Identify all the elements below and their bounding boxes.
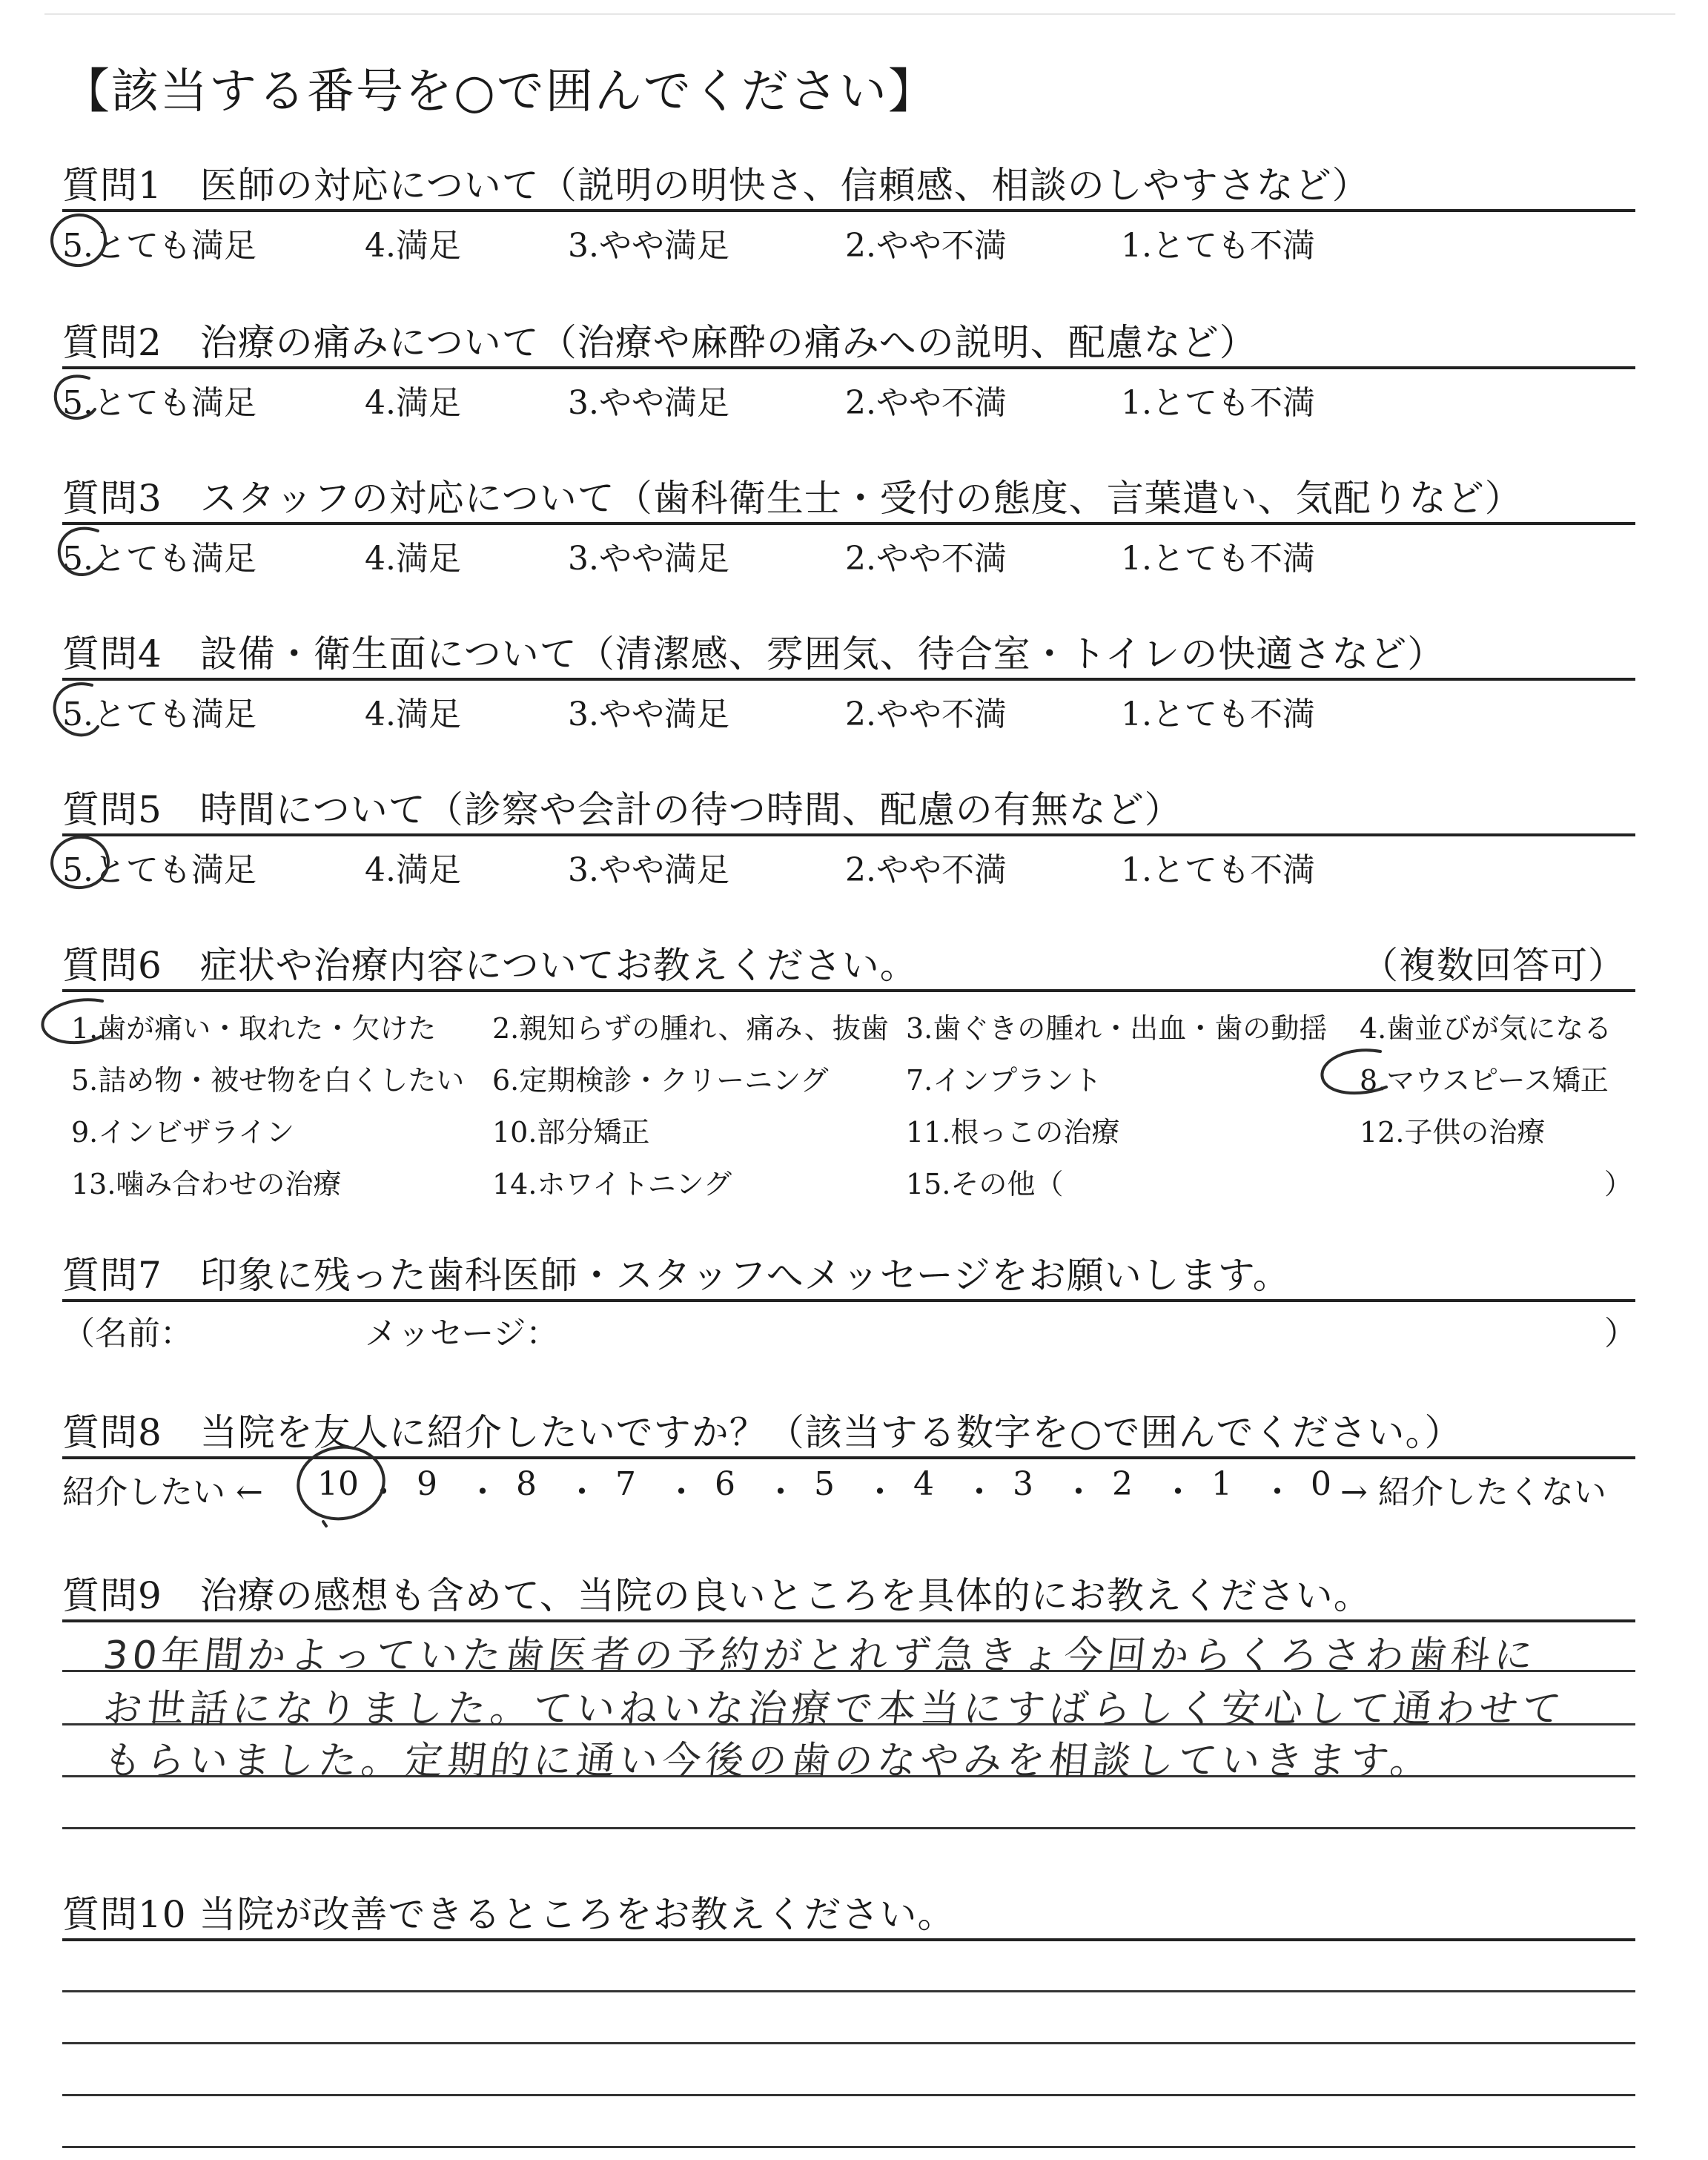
- scale-separator: ・: [566, 1473, 598, 1511]
- q8-circle-tick: [323, 1522, 326, 1526]
- q4-option-3[interactable]: 3.やや満足: [568, 696, 729, 733]
- q5-title: 質問5 時間について（診察や会計の待つ時間、配慮の有無など）: [62, 788, 1182, 831]
- q6-option-10[interactable]: 10.部分矯正: [492, 1116, 650, 1149]
- scale-value-5[interactable]: 5: [814, 1465, 835, 1503]
- q10-rule-4: [62, 2146, 1635, 2148]
- q6-option-8[interactable]: 8.マウスピース矯正: [1360, 1064, 1609, 1097]
- q6-option-2[interactable]: 2.親知らずの腫れ、痛み、抜歯: [492, 1012, 889, 1045]
- q6-rule: [62, 989, 1635, 992]
- q10-rule-0: [62, 1938, 1635, 1941]
- q10-title: 質問10 当院が改善できるところをお教えください。: [62, 1893, 956, 1936]
- scale-separator: ・: [1062, 1473, 1095, 1511]
- q4-option-5[interactable]: 5.とても満足: [62, 696, 256, 733]
- q2-option-1[interactable]: 1.とても不満: [1121, 384, 1315, 422]
- scale-separator: ・: [1261, 1473, 1294, 1511]
- q9-title: 質問9 治療の感想も含めて、当院の良いところを具体的にお教えください。: [62, 1574, 1371, 1617]
- q7-message-label: メッセージ：: [365, 1315, 559, 1353]
- scale-value-4[interactable]: 4: [913, 1465, 934, 1503]
- q10-rule-1: [62, 1990, 1635, 1992]
- q2-option-4[interactable]: 4.満足: [365, 384, 461, 422]
- q8-left-label: 紹介したい ←: [62, 1473, 263, 1511]
- q3-option-4[interactable]: 4.満足: [365, 540, 461, 578]
- q6-other-close-paren: ）: [1604, 1168, 1633, 1200]
- q6-option-6[interactable]: 6.定期検診・クリーニング: [492, 1064, 829, 1097]
- scale-value-9[interactable]: 9: [417, 1465, 437, 1503]
- q6-option-9[interactable]: 9.インビザライン: [71, 1116, 295, 1149]
- q8-right-label: → 紹介したくない: [1340, 1473, 1606, 1511]
- q7-title: 質問7 印象に残った歯科医師・スタッフへメッセージをお願いします。: [62, 1254, 1291, 1297]
- scale-value-8[interactable]: 8: [516, 1465, 537, 1503]
- q9-answer-line-3: もらいました。定期的に通い今後の歯のなやみを相談していきます。: [101, 1739, 1436, 1783]
- scale-separator: ・: [963, 1473, 996, 1511]
- q2-option-5[interactable]: 5.とても満足: [62, 384, 256, 422]
- q7-rule: [62, 1299, 1635, 1302]
- q6-option-7[interactable]: 7.インプラント: [906, 1064, 1102, 1097]
- q5-option-4[interactable]: 4.満足: [365, 851, 461, 889]
- q6-title: 質問6 症状や治療内容についてお教えください。: [62, 944, 918, 987]
- scale-value-10[interactable]: 10: [317, 1465, 359, 1503]
- q9-rule-0: [62, 1619, 1635, 1622]
- q6-multi-note: （複数回答可）: [1361, 944, 1626, 987]
- q6-option-5[interactable]: 5.詰め物・被せ物を白くしたい: [71, 1064, 465, 1097]
- q2-rule: [62, 366, 1635, 369]
- scan-edge-line: [44, 13, 1675, 15]
- scale-separator: ・: [466, 1473, 499, 1511]
- q9-answer-line-2: お世話になりました。ていねいな治療で本当にすばらしく安心して通わせて: [101, 1687, 1568, 1731]
- q2-option-2[interactable]: 2.やや不満: [845, 384, 1007, 422]
- q3-option-2[interactable]: 2.やや不満: [845, 540, 1007, 578]
- q6-option-14[interactable]: 14.ホワイトニング: [492, 1168, 732, 1200]
- q6-option-13[interactable]: 13.噛み合わせの治療: [71, 1168, 342, 1200]
- q6-option-4[interactable]: 4.歯並びが気になる: [1360, 1012, 1612, 1045]
- scale-value-3[interactable]: 3: [1013, 1465, 1033, 1503]
- q3-option-3[interactable]: 3.やや満足: [568, 540, 729, 578]
- scale-separator: ・: [864, 1473, 896, 1511]
- q9-answer-line-1: 30年間かよっていた歯医者の予約がとれず急きょ今回からくろさわ歯科に: [101, 1634, 1540, 1678]
- q6-option-3[interactable]: 3.歯ぐきの腫れ・出血・歯の動揺: [906, 1012, 1328, 1045]
- scale-value-0[interactable]: 0: [1311, 1465, 1331, 1503]
- q7-close-paren: ）: [1604, 1315, 1637, 1353]
- q4-option-2[interactable]: 2.やや不満: [845, 696, 1007, 733]
- scale-value-6[interactable]: 6: [715, 1465, 735, 1503]
- q1-rule: [62, 209, 1635, 212]
- scale-value-1[interactable]: 1: [1211, 1465, 1232, 1503]
- scale-separator: ・: [1162, 1473, 1194, 1511]
- q10-rule-2: [62, 2042, 1635, 2044]
- q5-option-2[interactable]: 2.やや不満: [845, 851, 1007, 889]
- scale-separator: ・: [367, 1473, 400, 1511]
- q6-option-12[interactable]: 12.子供の治療: [1360, 1116, 1546, 1149]
- scale-value-7[interactable]: 7: [615, 1465, 636, 1503]
- q6-option-15[interactable]: 15.その他（: [906, 1168, 1064, 1200]
- q1-option-4[interactable]: 4.満足: [365, 227, 461, 265]
- q5-rule: [62, 833, 1635, 836]
- q4-option-4[interactable]: 4.満足: [365, 696, 461, 733]
- q3-rule: [62, 522, 1635, 525]
- q2-option-3[interactable]: 3.やや満足: [568, 384, 729, 422]
- q6-option-1[interactable]: 1.歯が痛い・取れた・欠けた: [71, 1012, 437, 1045]
- q3-title: 質問3 スタッフの対応について（歯科衛生士・受付の態度、言葉遣い、気配りなど）: [62, 477, 1523, 520]
- q5-option-3[interactable]: 3.やや満足: [568, 851, 729, 889]
- scale-separator: ・: [764, 1473, 797, 1511]
- q9-rule-4: [62, 1827, 1635, 1829]
- q10-rule-3: [62, 2094, 1635, 2096]
- q1-option-2[interactable]: 2.やや不満: [845, 227, 1007, 265]
- q4-option-1[interactable]: 1.とても不満: [1121, 696, 1315, 733]
- q1-option-1[interactable]: 1.とても不満: [1121, 227, 1315, 265]
- q5-option-5[interactable]: 5.とても満足: [62, 851, 256, 889]
- q1-option-3[interactable]: 3.やや満足: [568, 227, 729, 265]
- q4-title: 質問4 設備・衛生面について（清潔感、雰囲気、待合室・トイレの快適さなど）: [62, 633, 1446, 676]
- q1-option-5[interactable]: 5.とても満足: [62, 227, 256, 265]
- q8-rule: [62, 1456, 1635, 1459]
- instruction-header: 【該当する番号を○で囲んでください】: [62, 65, 937, 119]
- q1-title: 質問1 医師の対応について（説明の明快さ、信頼感、相談のしやすさなど）: [62, 164, 1370, 207]
- q4-rule: [62, 678, 1635, 681]
- q7-name-label: （名前：: [62, 1315, 193, 1353]
- q5-option-1[interactable]: 1.とても不満: [1121, 851, 1315, 889]
- scale-separator: ・: [665, 1473, 698, 1511]
- q8-title: 質問8 当院を友人に紹介したいですか？（該当する数字を○で囲んでください。）: [62, 1411, 1463, 1454]
- q6-option-11[interactable]: 11.根っこの治療: [906, 1116, 1120, 1149]
- q3-option-1[interactable]: 1.とても不満: [1121, 540, 1315, 578]
- scale-value-2[interactable]: 2: [1112, 1465, 1133, 1503]
- q2-title: 質問2 治療の痛みについて（治療や麻酔の痛みへの説明、配慮など）: [62, 321, 1257, 364]
- q3-option-5[interactable]: 5.とても満足: [62, 540, 256, 578]
